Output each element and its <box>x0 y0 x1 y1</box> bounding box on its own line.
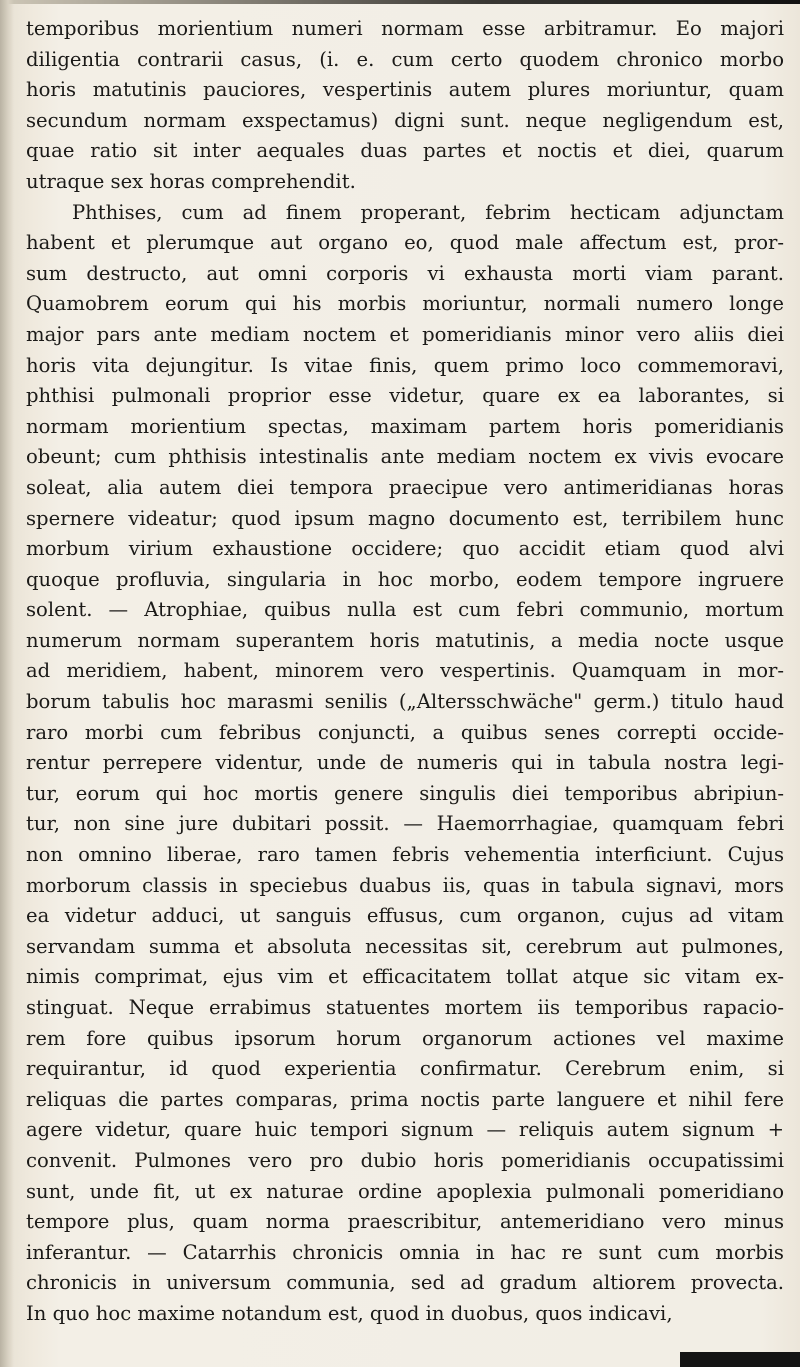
top-edge-shadow <box>0 0 800 4</box>
text-line: nimis comprimat, ejus vim et efficacitatem tollat atque sic vitam ex- <box>26 965 784 989</box>
text-line: Quamobrem eorum qui his morbis moriuntur, normali numero longe <box>26 292 784 316</box>
text-line: agere videtur, quare huic tempori signum — reliquis autem signum + <box>26 1118 784 1142</box>
body-text <box>26 14 784 1330</box>
text-line: habent et plerumque aut organo eo, quod male affectum est, pror- <box>26 231 784 255</box>
text-line: rentur perrepere videntur, unde de numeris qui in tabula nostra legi- <box>26 751 784 775</box>
text-line: ea videtur adduci, ut sanguis effusus, cum organon, cujus ad vitam <box>26 904 784 928</box>
text-line: diligentia contrarii casus, (i. e. cum certo quodem chronico morbo <box>26 47 784 71</box>
binding-gutter <box>0 0 14 1367</box>
text-line: soleat, alia autem diei tempora praecipue vero antimeridianas horas <box>26 475 784 499</box>
text-line: secundum normam exspectamus) digni sunt. neque negligendum est, <box>26 108 784 132</box>
text-line: convenit. Pulmones vero pro dubio horis pomeridianis occupatissimi <box>26 1148 784 1172</box>
text-line: solent. — Atrophiae, quibus nulla est cum febri communio, mortum <box>26 598 784 622</box>
text-line: horis matutinis pauciores, vespertinis autem plures moriuntur, quam <box>26 78 784 102</box>
text-line: quoque profluvia, singularia in hoc morbo, eodem tempore ingruere <box>26 567 784 591</box>
text-line: non omnino liberae, raro tamen febris vehementia interficiunt. Cujus <box>26 843 784 867</box>
text-line: quae ratio sit inter aequales duas partes et noctis et diei, quarum <box>26 139 784 163</box>
text-line: raro morbi cum febribus conjuncti, a quibus senes correpti occide- <box>26 720 784 744</box>
text-line: sunt, unde fit, ut ex naturae ordine apoplexia pulmonali pomeridiano <box>26 1179 784 1203</box>
text-line: chronicis in universum communia, sed ad gradum altiorem provecta. <box>26 1271 784 1295</box>
text-line: obeunt; cum phthisis intestinalis ante mediam noctem ex vivis evocare <box>26 445 784 469</box>
text-line: phthisi pulmonali proprior esse videtur, quare ex ea laborantes, si <box>26 384 784 408</box>
text-line: tempore plus, quam norma praescribitur, antemeridiano vero minus <box>26 1210 784 1234</box>
text-line: ad meridiem, habent, minorem vero vespertinis. Quamquam in mor- <box>26 659 784 683</box>
text-line: In quo hoc maxime notandum est, quod in duobus, quos indicavi, <box>26 1301 673 1325</box>
text-line: servandam summa et absoluta necessitas sit, cerebrum aut pulmones, <box>26 934 784 958</box>
text-line: rem fore quibus ipsorum horum organorum actiones vel maxime <box>26 1026 784 1050</box>
text-line: sum destructo, aut omni corporis vi exhausta morti viam parant. <box>26 261 784 285</box>
text-line: morborum classis in speciebus duabus iis, quas in tabula signavi, mors <box>26 873 784 897</box>
text-line: borum tabulis hoc marasmi senilis („Altersschwäche" germ.) titulo haud <box>26 690 784 714</box>
text-line: normam morientium spectas, maximam partem horis pomeridianis <box>26 414 784 438</box>
text-line: reliquas die partes comparas, prima noctis parte languere et nihil fere <box>26 1087 784 1111</box>
text-line: major pars ante mediam noctem et pomeridianis minor vero aliis diei <box>26 322 784 346</box>
scan-edge-mark <box>680 1352 800 1367</box>
text-line: inferantur. — Catarrhis chronicis omnia in hac re sunt cum morbis <box>26 1240 784 1264</box>
text-line: utraque sex horas comprehendit. <box>26 169 356 193</box>
text-line: tur, non sine jure dubitari possit. — Haemorrhagiae, quamquam febri <box>26 812 784 836</box>
text-line: morbum virium exhaustione occidere; quo accidit etiam quod alvi <box>26 537 784 561</box>
text-line: Phthises, cum ad finem properant, febrim hecticam adjunctam <box>72 200 784 224</box>
text-line: requirantur, id quod experientia confirmatur. Cerebrum enim, si <box>26 1057 784 1081</box>
text-line: stinguat. Neque errabimus statuentes mortem iis temporibus rapacio- <box>26 996 784 1019</box>
text-line: horis vita dejungitur. Is vitae finis, quem primo loco commemoravi, <box>26 353 784 377</box>
text-line: temporibus morientium numeri normam esse arbitramur. Eo majori <box>26 17 784 40</box>
text-line: numerum normam superantem horis matutinis, a media nocte usque <box>26 628 784 652</box>
text-line: tur, eorum qui hoc mortis genere singulis diei temporibus abripiun- <box>26 781 784 805</box>
text-line: spernere videatur; quod ipsum magno documento est, terribilem hunc <box>26 506 784 530</box>
